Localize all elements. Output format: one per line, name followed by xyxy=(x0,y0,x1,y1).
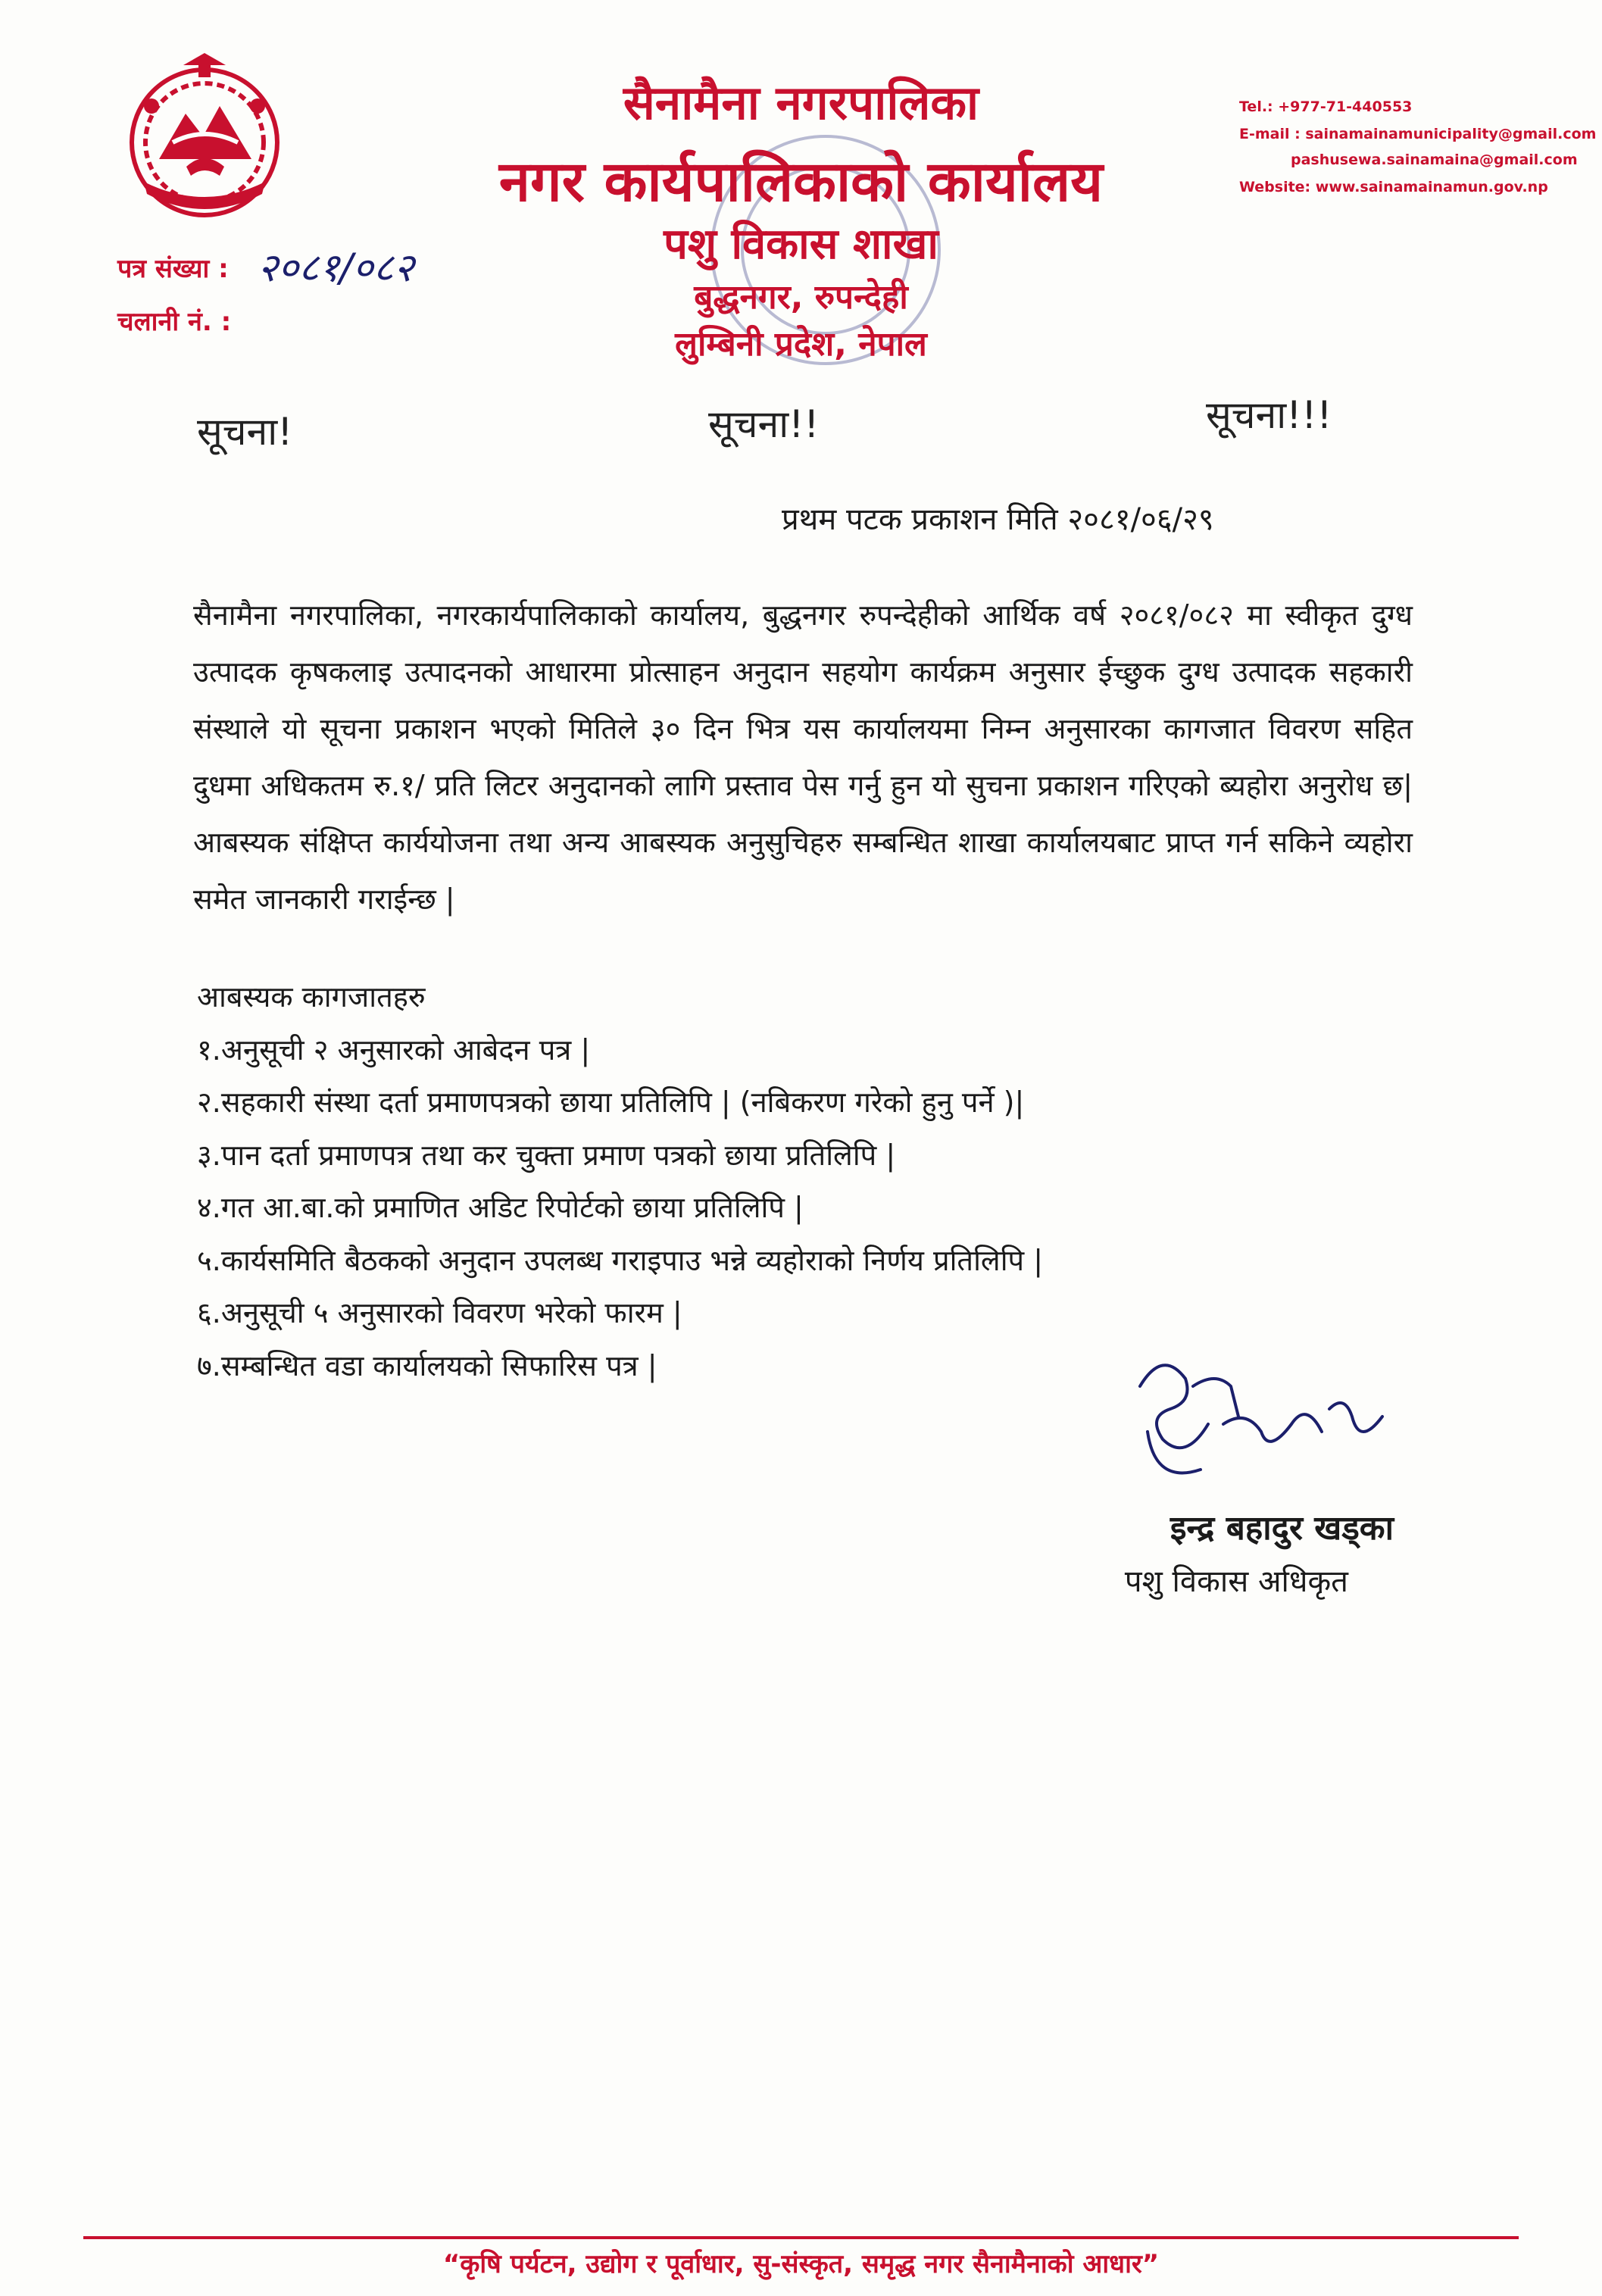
notice-title-2: सूचना!! xyxy=(708,402,820,446)
contact-tel: Tel.: +977-71-440553 xyxy=(1239,98,1413,115)
document-item-4: ४.गत आ.बा.को प्रमाणित अडिट रिपोर्टको छाया प्रतिलिपि | xyxy=(197,1191,804,1224)
document-item-1: १.अनुसूची २ अनुसारको आबेदन पत्र | xyxy=(197,1032,591,1067)
contact-email-primary: E-mail : sainamainamunicipality@gmail.com xyxy=(1239,126,1597,142)
document-item-2: २.सहकारी संस्था दर्ता प्रमाणपत्रको छाया प्रतिलिपि | (नबिकरण गरेको हुनु पर्ने )| xyxy=(197,1086,1025,1119)
document-item-7: ७.सम्बन्धित वडा कार्यालयको सिफारिस पत्र | xyxy=(197,1348,657,1382)
document-item-6: ६.अनुसूची ५ अनुसारको विवरण भरेको फारम | xyxy=(197,1296,682,1329)
address-line-1: बुद्धनगर, रुपन्देही xyxy=(694,278,908,317)
address-line-2: लुम्बिनी प्रदेश, नेपाल xyxy=(675,325,927,364)
notice-title-1: सूचना! xyxy=(197,410,293,454)
contact-website: Website: www.sainamainamun.gov.np xyxy=(1239,179,1548,195)
notice-title-3: सूचना!!! xyxy=(1206,393,1332,437)
letter-ref-value: २०८१/०८२ xyxy=(258,245,414,291)
handwritten-signature xyxy=(1117,1341,1397,1492)
body-paragraph: सैनामैना नगरपालिका, नगरकार्यपालिकाको कार्यालय, बुद्धनगर रुपन्देहीको आर्थिक वर्ष २०८१/०८२ मा स्वीकृत दुग्ध उत्पादक कृषकलाइ उत्पादनको आधारमा प्रोत्साहन अनुदान सहयोग कार्यक्रम अनुसार ईच्छुक दुग्ध उत्पादक सहकारी संस्थाले यो सूचना प्रकाशन भएको मितिले ३० दिन भित्र यस कार्यालयमा निम्न अनुसारका कागजात विवरण सहित दुधमा अधिकतम रु.१/ प्रति लिटर अनुदानको लागि प्रस्ताव पेस गर्नु हुन यो सुचना प्रकाशन गरिएको ब्यहोरा अनुरोध छ| आबस्यक संक्षिप्त कार्ययोजना तथा अन्य आबस्यक अनुसुचिहरु सम्बन्धित शाखा कार्यालयबाट प्राप्त गर्न सकिने व्यहोरा समेत जानकारी गराईन्छ | xyxy=(193,598,1413,916)
documents-heading: आबस्यक कागजातहरु xyxy=(197,980,426,1014)
document-item-5: ५.कार्यसमिति बैठकको अनुदान उपलब्ध गराइपाउ भन्ने व्यहोराको निर्णय प्रतिलिपि | xyxy=(197,1243,1043,1277)
signer-title: पशु विकास अधिकृत xyxy=(1124,1564,1348,1599)
branch-name: पशु विकास शाखा xyxy=(664,220,938,269)
footer-divider xyxy=(83,2236,1519,2239)
signer-name: इन्द्र बहादुर खड्का xyxy=(1169,1509,1394,1548)
documents-list xyxy=(197,971,1447,1392)
office-name: नगर कार्यपालिकाको कार्यालय xyxy=(498,149,1104,214)
document-item-3: ३.पान दर्ता प्रमाणपत्र तथा कर चुक्ता प्रमाण पत्रको छाया प्रतिलिपि | xyxy=(197,1138,896,1172)
footer-motto: “कृषि पर्यटन, उद्योग र पूर्वाधार, सु-संस्कृत, समृद्ध नगर सैनामैनाको आधार” xyxy=(442,2249,1160,2279)
letter-ref-label: पत्र संख्या : xyxy=(117,254,229,284)
org-name: सैनामैना नगरपालिका xyxy=(623,75,979,130)
dispatch-no-label: चलानी नं. : xyxy=(117,307,232,337)
publication-date: प्रथम पटक प्रकाशन मिति २०८१/०६/२९ xyxy=(782,502,1214,537)
contact-email-secondary: pashusewa.sainamaina@gmail.com xyxy=(1291,152,1578,168)
